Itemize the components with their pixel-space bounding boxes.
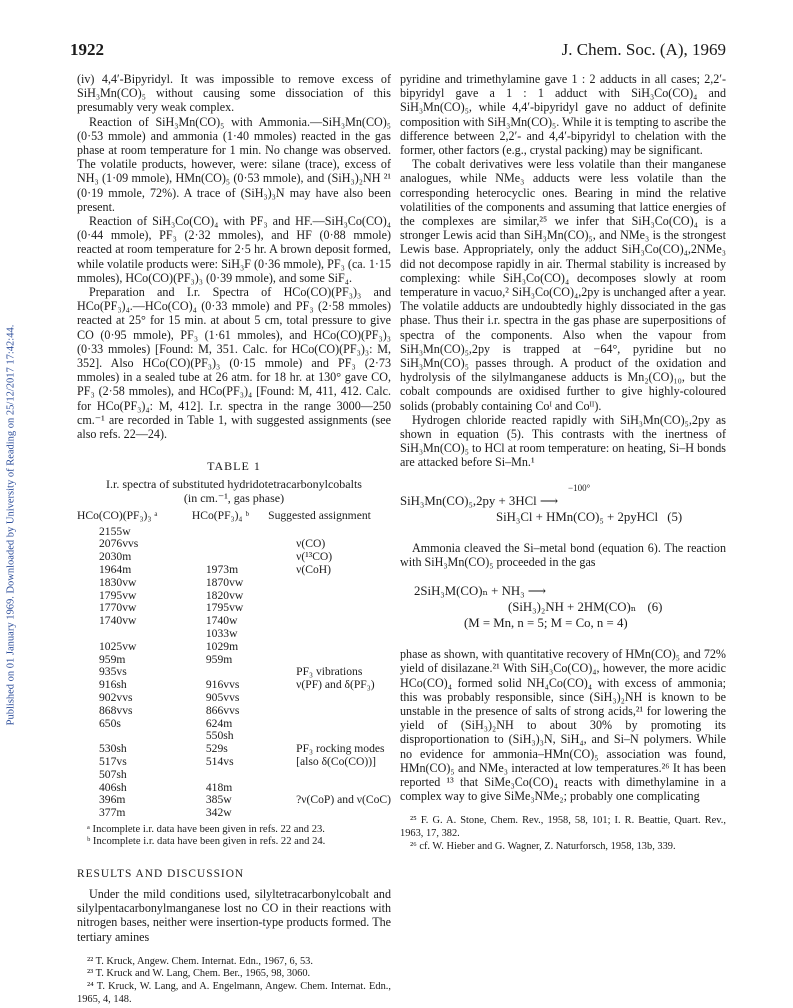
table-cell-col1: 1770vw: [99, 601, 137, 615]
table-row: [77, 718, 391, 731]
table-cell-col1: 1830vw: [99, 575, 137, 589]
table-footnotes: [77, 824, 391, 849]
table-cell-col2: 550sh: [205, 729, 234, 743]
download-watermark-text: Published on 01 January 1969. Downloaded by University of Reading on 25/12/2017 17:42:44.: [5, 324, 17, 726]
equation-6-condition: (M = Mn, n = 5; M = Co, n = 4): [464, 616, 628, 631]
table-cell-col1: 2155w: [99, 524, 131, 538]
equation-5: [400, 484, 726, 525]
footnote-24: ²⁴ T. Kruck, W. Lang, and A. Engelmann, Angew. Chem. Internat. Edn., 1965, 4, 148.: [77, 981, 391, 1005]
table-cell-col3: [268, 526, 391, 539]
table-row: [77, 628, 391, 641]
table-cell-col3: [268, 602, 391, 615]
equation-6-rhs: (SiH₃)₂NH + 2HM(CO)ₙ: [508, 600, 637, 615]
table-cell-col3: ν(CO): [296, 537, 326, 551]
table-cell-col2: 418m: [205, 780, 233, 794]
table-cell-col2: 1973m: [205, 563, 239, 577]
table-cell-col3: ν(CoH): [296, 563, 332, 577]
table-cell-col1: 2076vvs: [99, 537, 139, 551]
table-cell-col1: 935vs: [99, 665, 127, 679]
table-cell-col2: 905vvs: [205, 691, 240, 705]
table-cell-col1: 868vvs: [99, 703, 133, 717]
table-cell-col2: 1033w: [205, 627, 238, 641]
table-cell-col1: 507sh: [99, 767, 127, 781]
table-cell-col2: 342w: [205, 806, 232, 820]
right-footnotes: [400, 815, 726, 853]
download-watermark: [4, 165, 18, 885]
section-heading: RESULTS AND DISCUSSION: [77, 867, 245, 880]
table-cell-col2: 866vvs: [205, 703, 240, 717]
equation-6-number: (6): [647, 600, 663, 615]
page-header: [70, 38, 726, 62]
table-cell-col1: 902vvs: [99, 691, 133, 705]
equation-5-rhs: SiH₃Cl + HMn(CO)₅ + 2pyHCl: [496, 509, 659, 524]
paragraph-ammonia-reaction: Reaction of SiH₃Mn(CO)₅ with Ammonia.—SiH₃Mn(CO)₅ (0·53 mmole) and ammonia (1·40 mmoles) reacted in the gas phase at room temperature for 1 min. No change was observed. The volatile products, however, were: silane (trace), excess of NH₃ (1·09 mmole), HMn(CO)₅ (0·53 mmole), and (SiH₃)₂NH ²¹ (0·19 mmole, 72%). A trace of (SiH₃)₃N may have also been present.: [77, 114, 391, 214]
table-cell-col2: 1795vw: [205, 601, 244, 615]
footnote-25: ²⁵ F. G. A. Stone, Chem. Rev., 1958, 58, 101; I. R. Beattie, Quart. Rev., 1963, 17, 382.: [400, 815, 726, 839]
equation-5-rhs-line: [400, 509, 726, 525]
table-cell-col2: 959m: [205, 652, 233, 666]
paragraph-adducts: pyridine and trimethylamine gave 1 : 2 adducts in all cases; 2,2′-bipyridyl gave a 1 : 1 adduct with SiH₃Co(CO)₄ and SiH₃Mn(CO)₅, while 4,4′-bipyridyl gave no adduct of definite composition with SiH₃Mn(CO)₅. While it is tempting to ascribe the difference between 2,2′- and 4,4′-bipyridyl to chelation with the former, other factors (e.g., crystal packing) may be significant.: [400, 72, 726, 158]
table-row: [77, 577, 391, 590]
table-cell-col1: 1025vw: [99, 639, 137, 653]
paragraph-pf3-reaction: Reaction of SiH₃Co(CO)₄ with PF₃ and HF.—SiH₃Co(CO)₄ (0·44 mmole), PF₃ (2·32 mmoles), and HF (0·88 mmole) reacted at room temperature for 2·5 hr. A brown deposit formed, while volatile products were: SiH₃F (0·36 mmole), PF₃ (ca. 1·15 mmoles), HCo(CO)(PF₃)₃ (0·39 mmole), and some SiF₄.: [77, 214, 391, 285]
table-row: [77, 769, 391, 782]
table-cell-col3: [also δ(Co(CO))]: [296, 755, 376, 769]
paragraph-hydrogen-chloride: Hydrogen chloride reacted rapidly with SiH₃Mn(CO)₅,2py as shown in equation (5). This contrasts with the inertness of SiH₃Mn(CO)₅ to HCl at room temperature: on heating, Si–H bonds are attacked before Si–Mn.¹: [400, 412, 726, 470]
table-cell-col2: 529s: [205, 742, 228, 756]
footnote-23: ²³ T. Kruck and W. Lang, Chem. Ber., 1965, 98, 3060.: [87, 968, 311, 980]
left-footnotes: [77, 956, 391, 1006]
table-body: [77, 526, 391, 820]
left-column: [77, 72, 391, 1006]
table-cell-col1: 650s: [99, 716, 121, 730]
table-cell-col2: 514vs: [205, 755, 234, 769]
table-cell-col2: 1029m: [205, 639, 239, 653]
table-cell-col1: 916sh: [99, 678, 127, 692]
table-cell-col2: [192, 538, 268, 551]
table-cell-col3: [268, 692, 391, 705]
table-cell-col2: [192, 526, 268, 539]
equation-5-lhs: SiH₃Mn(CO)₅,2py + 3HCl ⟶: [400, 493, 559, 508]
table-cell-col1: 530sh: [99, 742, 127, 756]
table-cell-col2: 1870vw: [205, 575, 244, 589]
journal-title: J. Chem. Soc. (A), 1969: [561, 40, 726, 59]
paragraph-preparation: Preparation and I.r. Spectra of HCo(CO)(PF₃)₃ and HCo(PF₃)₄.—HCo(CO)₄ (0·33 mmole) and PF₃ (2·58 mmoles) reacted at 25° for 15 min. at about 5 cm, total pressure to give CO (0·95 mmole), PF₃ (1·61 mmoles), and HCo(CO)(PF₃)₃ (0·33 mmoles) [Found: M, 351. Calc. for HCo(CO)(PF₃)₃: M, 352]. Also HCo(CO)(PF₃)₃ (0·15 mmole) and PF₃ (2·73 mmoles) in a sealed tube at 26 atm. for 18 hr. at 130° gave CO, PF₃ (2·58 mmoles), and HCo(PF₃)₄ [Found: M, 411, 412. Calc. for HCo(PF₃)₄: M, 412]. I.r. spectra in the range 3000—250 cm.⁻¹ are recorded in Table 1, with suggested assignments (see also refs. 22—24).: [77, 285, 391, 442]
table-footnote-a: ᵃ Incomplete i.r. data have been given in refs. 22 and 23.: [87, 824, 325, 836]
table-row: [77, 692, 391, 705]
table-cell-col2: 1740w: [205, 614, 238, 628]
table-header-col1: HCo(CO)(PF₃)₃ ᵃ: [77, 509, 158, 523]
table-cell-col3: [268, 641, 391, 654]
table-row: [77, 564, 391, 577]
table-cell-col3: [268, 705, 391, 718]
table-cell-col1: 1964m: [99, 563, 132, 577]
equation-6-rhs-line: [400, 599, 726, 615]
table-cell-col1: 959m: [99, 652, 126, 666]
table-footnote-b: ᵇ Incomplete i.r. data have been given in refs. 22 and 24.: [87, 836, 326, 848]
table-cell-col3: ?ν(CoP) and ν(CoC): [296, 793, 391, 807]
table-cell-col3: [268, 615, 391, 628]
table-cell-col1: 377m: [99, 806, 126, 820]
paragraph-ammonia-cleaved: Ammonia cleaved the Si–metal bond (equation 6). The reaction with SiH₃Mn(CO)₅ proceeded in the gas: [400, 540, 726, 569]
equation-6: [400, 583, 726, 631]
table-cell-col3: [268, 628, 391, 641]
paragraph-results: Under the mild conditions used, silyltetracarbonylcobalt and silylpentacarbonylmanganese lost no CO in their reactions with nitrogen bases, neither were insertion-type products formed. The tertiary amines: [77, 887, 391, 944]
table-cell-col1: 1740vw: [99, 614, 137, 628]
table-header-col3: Suggested assignment: [268, 509, 371, 523]
table-cell-col3: [268, 718, 391, 731]
right-column: [400, 72, 726, 853]
table-cell-col2: 385w: [205, 793, 232, 807]
footnote-22: ²² T. Kruck, Angew. Chem. Internat. Edn., 1967, 6, 53.: [87, 955, 313, 967]
paragraph-bipyridyl: (iv) 4,4′-Bipyridyl. It was impossible to remove excess of SiH₃Mn(CO)₅ without causing some dissociation of this presumably very weak complex.: [77, 72, 391, 115]
equation-5-number: (5): [667, 509, 683, 524]
table-cell-col2: 1820vw: [205, 588, 244, 602]
table-cell-col3: PF₃ rocking modes: [296, 742, 385, 756]
table-row: [77, 641, 391, 654]
table-header-row: [77, 509, 391, 525]
table-row: [77, 807, 391, 820]
table-cell-col3: ν(PF) and δ(PF₃): [296, 678, 375, 692]
table-cell-col1: 517vs: [99, 755, 127, 769]
table-caption-line1: I.r. spectra of substituted hydridotetracarbonylcobalts: [106, 477, 362, 492]
table-title: TABLE 1: [207, 459, 261, 474]
table-cell-col3: [268, 807, 391, 820]
table-cell-col1: 2030m: [99, 550, 132, 564]
table-cell-col3: PF₃ vibrations: [296, 665, 363, 679]
footnote-26: ²⁶ cf. W. Hieber and G. Wagner, Z. Naturforsch, 1958, 13b, 339.: [410, 840, 676, 852]
equation-6-lhs: 2SiH₃M(CO)ₙ + NH₃ ⟶: [414, 584, 547, 599]
table-row: [77, 756, 391, 769]
table-cell-col3: [268, 590, 391, 603]
paragraph-cobalt-derivatives: The cobalt derivatives were less volatile than their manganese analogues, while NMe₃ adducts were less volatile than the corresponding heterocyclic ones. Bearing in mind the relative volatilities of the components and assuming that lattice energies of the complexes are similar,²⁵ we infer that SiH₃Co(CO)₄ is a stronger Lewis acid than SiH₃Mn(CO)₅, and NMe₃ is the strongest Lewis base. Appropriately, only the adduct SiH₃Co(CO)₄,2NMe₃ did not decompose rapidly in air. Thermal stability is increased by complexing: while SiH₃Co(CO)₄ decomposes slowly at room temperature in vacuo,² SiH₃Co(CO)₄,2py is unchanged after a year. The volatile adducts are undoubtedly highly dissociated in the gas phase. Thus their i.r. spectra in the gas phase are superpositions of spectra of the components. Also when the vapour from SiH₃Mn(CO)₅,2py is trapped at −64°, pyridine but no SiH₃Mn(CO)₅ passes through. A product of the oxidation and hydrolysis of the silylmanganese adducts is Mn₂(CO)₁₀, but the cobalt compounds are oxidised further to give highly-coloured solids (probably containing Coᴵ and Coᴵᴵ).: [400, 157, 726, 413]
table-cell-col2: 624m: [205, 716, 233, 730]
equation-5-condition: −100°: [568, 482, 591, 493]
table-row: [77, 705, 391, 718]
table-cell-col1: [77, 730, 192, 743]
page-number: 1922: [70, 40, 104, 59]
table-cell-col1: 396m: [99, 793, 126, 807]
table-header-col2: HCo(PF₃)₄ ᵇ: [191, 509, 249, 523]
table-cell-col1: [77, 628, 192, 641]
table-cell-col3: [268, 577, 391, 590]
table-caption-line2: (in cm.⁻¹, gas phase): [183, 491, 285, 506]
table-caption: [77, 477, 391, 505]
table-cell-col1: 1795vw: [99, 588, 137, 602]
table-cell-col3: [268, 769, 391, 782]
ir-spectra-table: [77, 509, 391, 820]
table-cell-col2: [192, 769, 268, 782]
table-cell-col2: 916vvs: [205, 678, 240, 692]
table-cell-col3: ν(¹³CO): [296, 550, 333, 564]
paragraph-phase: phase as shown, with quantitative recovery of HMn(CO)₅ and 72% yield of disilazane.²¹ With SiH₃Co(CO)₄, however, the more acidic HCo(CO)₄ formed solid NH₄Co(CO)₄ with excess of ammonia; this was probably responsible, since (SiH₃)₂NH is known to be unstable in the presence of salts of strong acids,²¹ for lowering the yield of (SiH₃)₂NH to about 30% by promoting its disproportionation to (SiH₃)₃N, SiH₄, and Si–N polymers. While no evidence for ammonia–HMn(CO)₅ association was found, HMn(CO)₅ and NMe₃ interacted at low temperatures.²⁶ It has been reported ¹³ that SiMe₃Co(CO)₄ reacts with dimethylamine in a complex way to give SiMe₃NMe₂; probably one complicating: [400, 647, 726, 804]
table-cell-col1: 406sh: [99, 780, 127, 794]
